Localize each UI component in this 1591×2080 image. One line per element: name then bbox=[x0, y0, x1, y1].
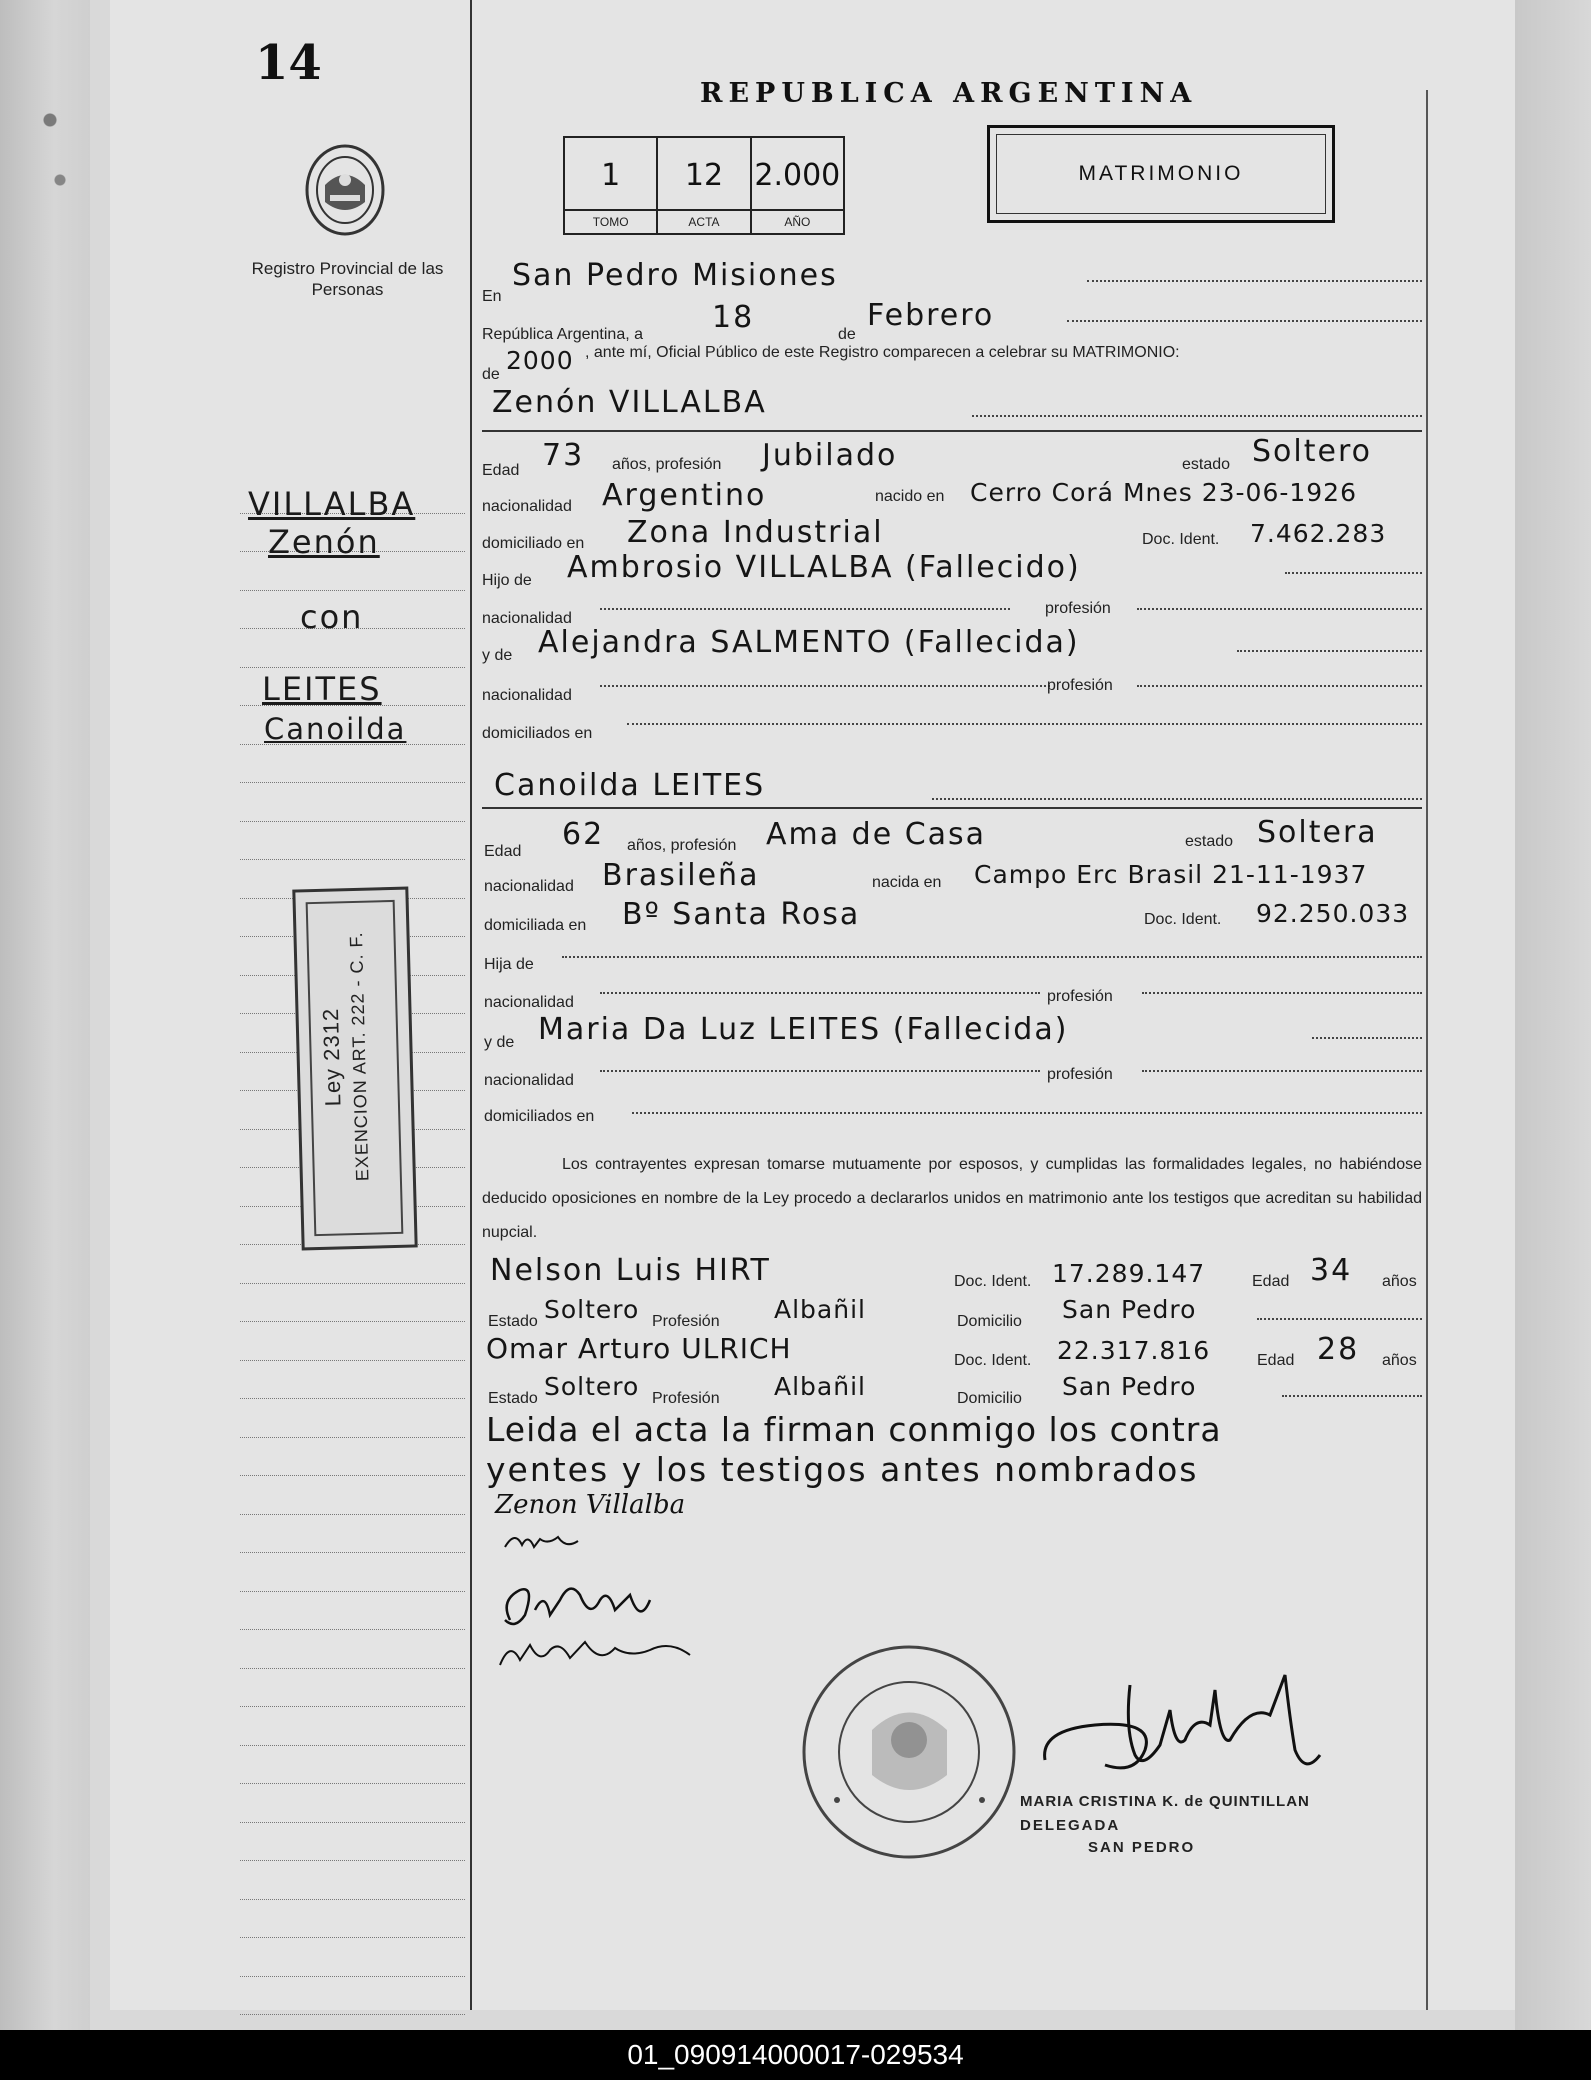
groom-mother: Alejandra SALMENTO (Fallecida) bbox=[538, 625, 1080, 660]
witness2-details-line: Estado Soltero Profesión Albañil Domicilio San Pedro bbox=[482, 1370, 1422, 1410]
intro-line: de 2000 , ante mí, Oficial Público de este Registro comparecen a celebrar su MATRIMONIO: bbox=[482, 344, 1180, 383]
bride-doc: 92.250.033 bbox=[1256, 899, 1410, 928]
registry-label: Registro Provincial de las Personas bbox=[251, 259, 444, 299]
month-value: Febrero bbox=[867, 298, 995, 333]
bride-name-line bbox=[482, 762, 1422, 802]
witness1-age: 34 bbox=[1310, 1253, 1353, 1288]
witness1-domicile: San Pedro bbox=[1062, 1295, 1197, 1324]
groom-age: 73 bbox=[542, 438, 585, 473]
witness2-doc: 22.317.816 bbox=[1057, 1336, 1211, 1365]
scan-identifier: 01_090914000017-029534 bbox=[0, 2030, 1591, 2080]
bride-rule bbox=[482, 807, 1422, 809]
act-type: MATRIMONIO bbox=[996, 134, 1326, 214]
bride-address-line: domiciliada en Bº Santa Rosa Doc. Ident. 92.250.033 bbox=[484, 897, 1410, 934]
witness2-name: Omar Arturo ULRICH bbox=[486, 1332, 792, 1365]
witness1-details-line: Estado Soltero Profesión Albañil Domicilio San Pedro bbox=[482, 1293, 1422, 1333]
bride-status: Soltera bbox=[1257, 815, 1378, 850]
groom-mother-line: y de Alejandra SALMENTO (Fallecida) bbox=[482, 625, 1422, 665]
page-edge bbox=[1515, 0, 1591, 2030]
spine-damage bbox=[30, 40, 80, 240]
bride-father-line: Hija de bbox=[482, 950, 1422, 990]
stamp-exemption: EXENCION ART. 222 - C. F. bbox=[345, 931, 373, 1182]
witness2-age: 28 bbox=[1317, 1332, 1360, 1367]
groom-address-line: domiciliado en Zona Industrial Doc. Ident. 7.462.283 bbox=[482, 515, 1387, 552]
acta-value: 12 bbox=[684, 158, 724, 193]
official-name: MARIA CRISTINA K. de QUINTILLAN bbox=[1020, 1793, 1310, 1810]
groom-nationality-line: nacionalidad Argentino nacido en Cerro Corá Mnes 23-06-1926 bbox=[482, 478, 1357, 515]
official-place: SAN PEDRO bbox=[1088, 1839, 1196, 1856]
groom-father: Ambrosio VILLALBA (Fallecido) bbox=[567, 550, 1081, 585]
right-border bbox=[1426, 90, 1428, 2010]
stamp-law: Ley 2312 bbox=[317, 1007, 346, 1107]
bride-mother-nat-line: nacionalidad profesión bbox=[482, 1066, 1422, 1106]
bride-address: Bº Santa Rosa bbox=[622, 897, 861, 932]
record-number-table bbox=[563, 136, 845, 235]
tomo-value: 1 bbox=[601, 158, 621, 193]
bride-age: 62 bbox=[562, 817, 605, 852]
groom-nationality: Argentino bbox=[602, 478, 767, 513]
provincial-seal-icon bbox=[300, 140, 390, 240]
witness2-status: Soltero bbox=[544, 1372, 640, 1401]
bride-parents-address-line: domiciliados en bbox=[482, 1108, 1422, 1148]
tomo-label: TOMO bbox=[565, 209, 656, 233]
margin-bride-name: Canoilda bbox=[264, 712, 407, 746]
ano-value: 2.000 bbox=[754, 158, 841, 193]
margin-con: con bbox=[300, 598, 364, 636]
place-line: En San Pedro Misiones bbox=[482, 258, 1422, 298]
groom-mother-nat-line: nacionalidad profesión bbox=[482, 677, 1422, 717]
bride-signature-mark bbox=[500, 1525, 590, 1555]
official-title: DELEGADA bbox=[1020, 1817, 1121, 1834]
margin-divider bbox=[470, 0, 472, 2010]
closing-line-2 bbox=[482, 1450, 1422, 1490]
closing-text-2: yentes y los testigos antes nombrados bbox=[486, 1450, 1199, 1489]
bride-mother: Maria Da Luz LEITES (Fallecida) bbox=[538, 1012, 1069, 1047]
book-spine bbox=[0, 0, 90, 2030]
bride-nationality-line: nacionalidad Brasileña nacida en Campo Erc Brasil 21-11-1937 bbox=[484, 858, 1368, 895]
page-number: 14 bbox=[255, 35, 322, 91]
place-value: San Pedro Misiones bbox=[512, 258, 838, 293]
groom-father-nat-line: nacionalidad profesión bbox=[482, 600, 1422, 640]
bride-mother-line: y de Maria Da Luz LEITES (Fallecida) bbox=[482, 1012, 1422, 1052]
witness1-profession: Albañil bbox=[774, 1295, 866, 1324]
official-seal-icon bbox=[797, 1640, 1022, 1865]
tax-exemption-stamp bbox=[292, 887, 417, 1251]
country-title: REPUBLICA ARGENTINA bbox=[700, 78, 1198, 109]
date-line: República Argentina, a 18 de Febrero bbox=[482, 298, 1422, 338]
witness2-domicile: San Pedro bbox=[1062, 1372, 1197, 1401]
year-value: 2000 bbox=[506, 346, 574, 375]
day-value: 18 bbox=[712, 300, 755, 335]
groom-name: Zenón VILLALBA bbox=[492, 385, 767, 420]
act-type-box bbox=[987, 125, 1335, 223]
witness1-doc: 17.289.147 bbox=[1052, 1259, 1206, 1288]
witness1-status: Soltero bbox=[544, 1295, 640, 1324]
margin-groom-surname: VILLALBA bbox=[248, 485, 416, 523]
margin-bride-surname: LEITES bbox=[262, 670, 382, 708]
groom-father-line: Hijo de Ambrosio VILLALBA (Fallecido) bbox=[482, 550, 1422, 590]
bride-father-nat-line: nacionalidad profesión bbox=[482, 988, 1422, 1028]
groom-status: Soltero bbox=[1252, 434, 1372, 469]
witness1-line: Nelson Luis HIRT Doc. Ident. 17.289.147 Edad 34 años bbox=[490, 1253, 1417, 1290]
groom-doc: 7.462.283 bbox=[1250, 519, 1387, 548]
groom-name-line bbox=[482, 385, 1422, 425]
margin-groom-name: Zenón bbox=[268, 523, 380, 561]
closing-text-1: Leida el acta la firman conmigo los contra bbox=[486, 1410, 1222, 1449]
witness1-name: Nelson Luis HIRT bbox=[490, 1253, 771, 1288]
bride-age-line: Edad 62 años, profesión Ama de Casa estado Soltera bbox=[484, 815, 1378, 860]
bride-name: Canoilda LEITES bbox=[494, 768, 766, 803]
bride-nationality: Brasileña bbox=[602, 858, 760, 893]
ano-label: AÑO bbox=[752, 209, 843, 233]
official-signature bbox=[1035, 1670, 1335, 1795]
acta-label: ACTA bbox=[658, 209, 749, 233]
witness-signatures bbox=[490, 1570, 720, 1680]
groom-parents-address-line: domiciliados en bbox=[482, 715, 1422, 755]
declaration-text: Los contrayentes expresan tomarse mutuamente por esposos, y cumplidas las formalidades legales, no habiéndose deducido oposiciones en nombre de la Ley procedo a declararlos unidos en matrimonio ante los testigos que acreditan su habilidad nupcial. bbox=[482, 1156, 1422, 1241]
bride-profession: Ama de Casa bbox=[766, 817, 987, 852]
witness2-line: Omar Arturo ULRICH Doc. Ident. 22.317.816 Edad 28 años bbox=[486, 1332, 1417, 1369]
groom-age-line: Edad 73 años, profesión Jubilado estado Soltero bbox=[482, 434, 1372, 479]
witness2-profession: Albañil bbox=[774, 1372, 866, 1401]
groom-signature: Zenon Villalba bbox=[495, 1490, 686, 1520]
groom-address: Zona Industrial bbox=[627, 515, 884, 550]
closing-line-1 bbox=[482, 1410, 1422, 1450]
bride-birth: Campo Erc Brasil 21-11-1937 bbox=[974, 860, 1368, 889]
groom-rule bbox=[482, 430, 1422, 432]
groom-profession: Jubilado bbox=[762, 438, 898, 473]
groom-birth: Cerro Corá Mnes 23-06-1926 bbox=[970, 478, 1357, 507]
